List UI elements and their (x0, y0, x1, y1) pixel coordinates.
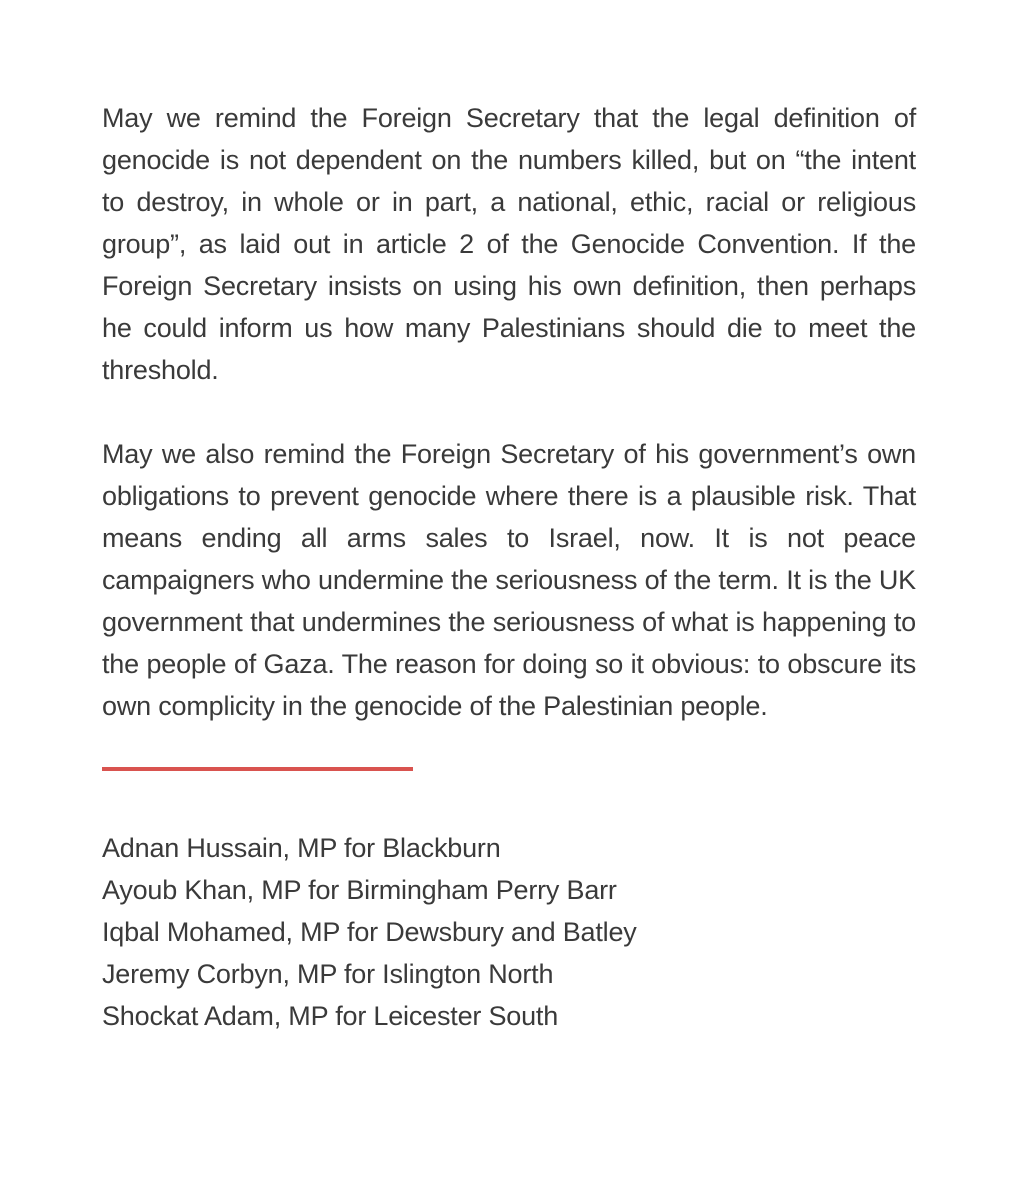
signatory-item: Adnan Hussain, MP for Blackburn (102, 833, 501, 863)
signatory-item: Ayoub Khan, MP for Birmingham Perry Barr (102, 875, 617, 905)
signatory-item: Shockat Adam, MP for Leicester South (102, 1001, 559, 1031)
letter-body (102, 97, 916, 1037)
signatory-item: Jeremy Corbyn, MP for Islington North (102, 959, 554, 989)
paragraph-definition: May we remind the Foreign Secretary that the legal definition of genocide is not dependent on the numbers killed, but on “the intent to destroy, in whole or in part, a national, ethic, racial or religious group”, as laid out in article 2 of the Genocide Convention. If the Foreign Secretary insists on using his own definition, then perhaps he could inform us how many Palestinians should die to meet the threshold. (102, 103, 916, 385)
paragraph-obligations: May we also remind the Foreign Secretary of his government’s own obligations to prevent genocide where there is a plausible risk. That means ending all arms sales to Israel, now. It is not peace campaigners who undermine the seriousness of the term. It is the UK government that undermines the seriousness of what is happening to the people of Gaza. The reason for doing so it obvious: to obscure its own complicity in the genocide of the Palestinian people. (102, 439, 916, 721)
signatory-list (102, 827, 916, 1037)
accent-divider (102, 767, 413, 771)
signatory-item: Iqbal Mohamed, MP for Dewsbury and Batley (102, 917, 637, 947)
